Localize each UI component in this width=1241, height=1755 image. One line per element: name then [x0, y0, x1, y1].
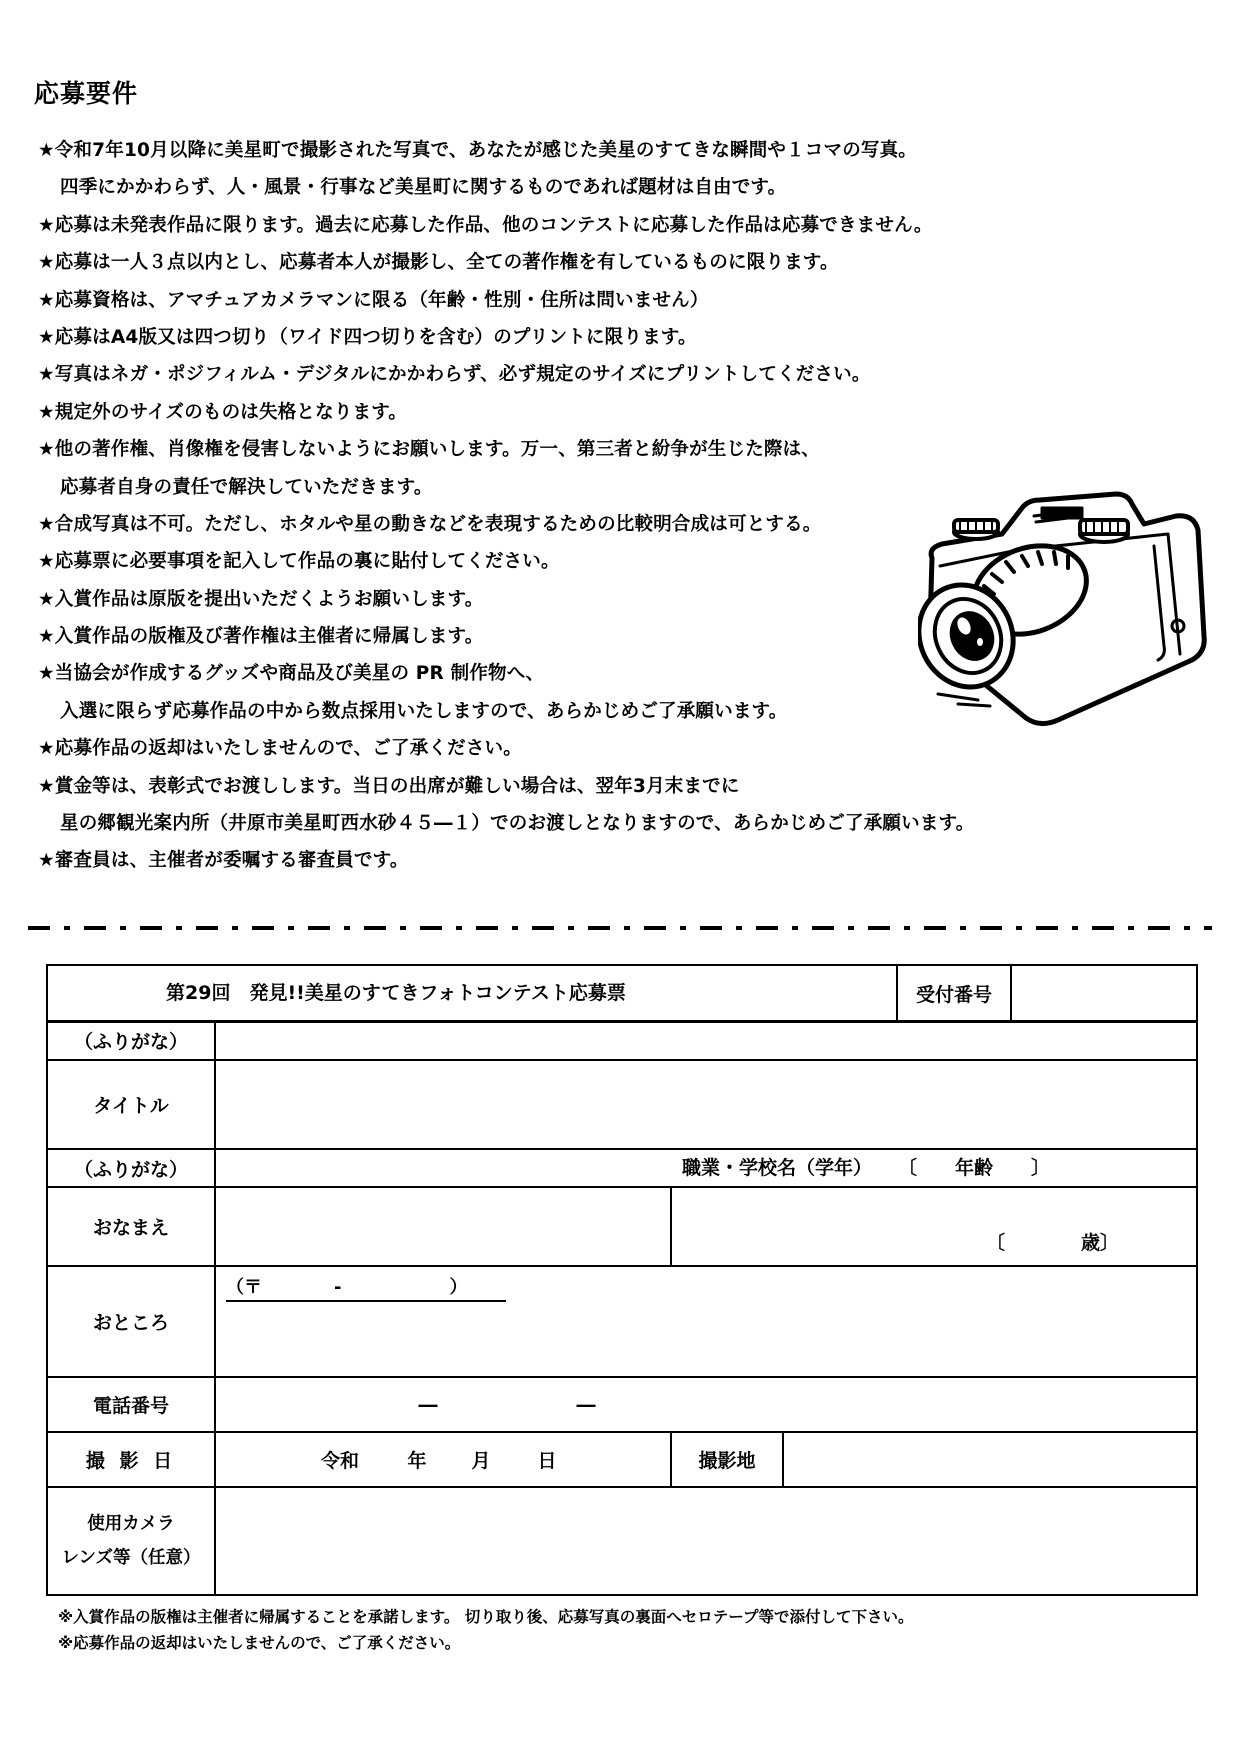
- requirement-line: ★規定外のサイズのものは失格となります。: [38, 401, 408, 423]
- title-field[interactable]: [216, 1061, 1196, 1148]
- camera-field[interactable]: [216, 1488, 1196, 1594]
- requirement-line: ★入賞作品は原版を提出いただくようお願いします。: [38, 588, 484, 610]
- application-form: [46, 964, 1198, 1596]
- year-unit: 年: [407, 1450, 427, 1472]
- cut-line-divider: [28, 924, 1212, 932]
- requirement-line: ★応募作品の返却はいたしませんので、ご了承ください。: [38, 738, 522, 760]
- title-furigana-field[interactable]: [216, 1022, 1196, 1059]
- camera-label-line: レンズ等（任意）: [61, 1548, 201, 1568]
- requirements-list: [38, 132, 974, 880]
- requirement-line: ★写真はネガ・ポジフィルム・デジタルにかかわらず、必ず規定のサイズにプリントしてください。: [38, 364, 871, 386]
- day-unit: 日: [537, 1450, 557, 1472]
- requirement-line: ★応募資格は、アマチュアカメラマンに限る（年齢・性別・住所は問いません）: [38, 289, 709, 311]
- name-label: おなまえ: [92, 1217, 169, 1239]
- address-label: おところ: [92, 1312, 169, 1334]
- location-label: 撮影地: [698, 1450, 756, 1472]
- requirement-line: ★合成写真は不可。ただし、ホタルや星の動きなどを表現するための比較明合成は可とする。: [38, 513, 822, 535]
- requirement-line: ★賞金等は、表彰式でお渡しします。当日の出席が難しい場合は、翌年3月末までに: [38, 775, 740, 797]
- requirement-line: ★令和7年10月以降に美星町で撮影された写真で、あなたが感じた美星のすてきな瞬間や１コマの写真。: [38, 140, 917, 161]
- shoot-date-label: 撮 影 日: [85, 1450, 177, 1472]
- note-line: ※入賞作品の版権は主催者に帰属することを承諾します。 切り取り後、応募写真の裏面へセロテープ等で添付して下さい。: [58, 1608, 914, 1626]
- camera-label-line: 使用カメラ: [87, 1514, 175, 1534]
- camera-illustration-icon: [918, 486, 1210, 732]
- era-label: 令和: [320, 1450, 359, 1472]
- month-unit: 月: [471, 1450, 491, 1472]
- occupation-label: 職業・学校名（学年）: [682, 1157, 873, 1179]
- age-unit: 〔 歳〕: [986, 1232, 1120, 1254]
- phone-field[interactable]: [216, 1378, 1196, 1431]
- requirement-line: ★応募は未発表作品に限ります。過去に応募した作品、他のコンテストに応募した作品は応募できません。: [38, 214, 933, 236]
- form-title: 第29回 発見!!美星のすてきフォトコンテスト応募票: [166, 982, 626, 1004]
- location-field[interactable]: [784, 1433, 1196, 1486]
- name-furigana-field[interactable]: [216, 1150, 670, 1186]
- requirement-line: ★入賞作品の版権及び著作権は主催者に帰属します。: [38, 626, 484, 648]
- requirement-line: ★他の著作権、肖像権を侵害しないようにお願いします。万一、第三者と紛争が生じた際は、: [38, 439, 821, 461]
- phone-label: 電話番号: [92, 1395, 169, 1417]
- requirement-line: ★応募はA4版又は四つ切り（ワイド四つ切りを含む）のプリントに限ります。: [38, 326, 697, 348]
- requirement-line: ★応募は一人３点以内とし、応募者本人が撮影し、全ての著作権を有しているものに限ります。: [38, 252, 839, 274]
- requirement-line: 星の郷観光案内所（井原市美星町西水砂４５―１）でのお渡しとなりますので、あらかじめご了承願います。: [60, 813, 975, 835]
- requirement-line: 四季にかかわらず、人・風景・行事など美星町に関するものであれば題材は自由です。: [60, 177, 787, 199]
- receipt-number-label: 受付番号: [915, 983, 992, 1006]
- postal-code-field[interactable]: （〒 - ）: [226, 1274, 506, 1302]
- title-label: タイトル: [93, 1095, 169, 1117]
- furigana-label-title: （ふりがな）: [73, 1031, 188, 1053]
- phone-separator: ―: [418, 1393, 438, 1416]
- receipt-number-field[interactable]: [1012, 966, 1196, 1020]
- phone-separator: ―: [576, 1393, 596, 1416]
- requirement-line: 入選に限らず応募作品の中から数点採用いたしますので、あらかじめご了承願います。: [60, 700, 788, 722]
- camera-label: [48, 1488, 214, 1594]
- name-field[interactable]: [216, 1188, 670, 1265]
- requirements-heading: 応募要件: [34, 79, 139, 108]
- shoot-date-field[interactable]: [216, 1433, 670, 1486]
- requirement-line: ★当協会が作成するグッズや商品及び美星の PR 制作物へ、: [38, 663, 545, 685]
- form-notes: [58, 1604, 913, 1656]
- requirement-line: 応募者自身の責任で解決していただきます。: [60, 476, 433, 498]
- requirement-line: ★審査員は、主催者が委嘱する審査員です。: [38, 850, 409, 872]
- note-line: ※応募作品の返却はいたしませんので、ご了承ください。: [58, 1634, 461, 1652]
- age-label: 〔 年齢 〕: [898, 1157, 1051, 1179]
- furigana-label-name: （ふりがな）: [73, 1158, 188, 1181]
- requirement-line: ★応募票に必要事項を記入して作品の裏に貼付してください。: [38, 551, 560, 573]
